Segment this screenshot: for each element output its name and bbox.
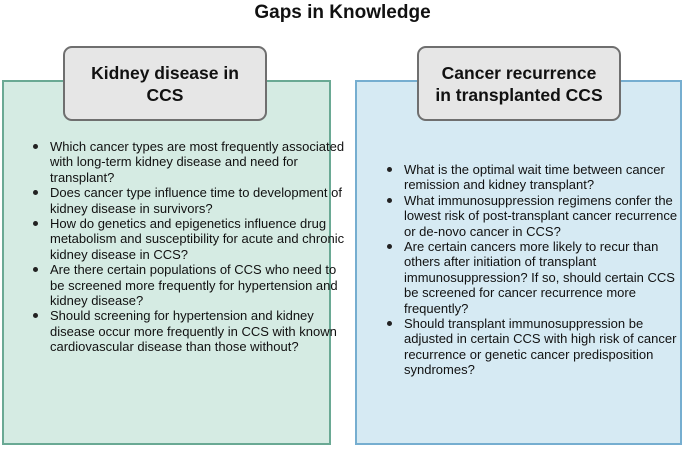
- cancer-heading-line2: in transplanted CCS: [435, 84, 603, 105]
- list-item: What is the optimal wait time between cancer remission and kidney transplant?: [404, 162, 684, 193]
- list-item: Should transplant immunosuppression be adjusted in certain CCS with high risk of cancer recurrence or genetic cancer predisposition syndromes?: [404, 316, 684, 378]
- list-item: Are certain cancers more likely to recur than others after initiation of transplant immunosuppression? If so, should certain CCS be screened for cancer recurrence more frequently?: [404, 239, 684, 316]
- cancer-recurrence-heading: [417, 46, 621, 121]
- kidney-heading-line1: Kidney disease in: [91, 62, 239, 83]
- cancer-recurrence-questions: [382, 162, 684, 378]
- list-item: Which cancer types are most frequently associated with long-term kidney disease and need for transplant?: [50, 139, 345, 185]
- list-item: What immunosuppression regimens confer the lowest risk of post-transplant cancer recurrence or de-novo cancer in CCS?: [404, 193, 684, 239]
- cancer-heading-line1: Cancer recurrence: [441, 62, 597, 83]
- kidney-disease-heading: [63, 46, 267, 121]
- list-item: Are there certain populations of CCS who need to be screened more frequently for hypertension and kidney disease?: [50, 262, 345, 308]
- kidney-disease-questions: [28, 139, 345, 355]
- list-item: How do genetics and epigenetics influence drug metabolism and susceptibility for acute and chronic kidney disease in CCS?: [50, 216, 345, 262]
- list-item: Does cancer type influence time to development of kidney disease in survivors?: [50, 185, 345, 216]
- diagram-title: Gaps in Knowledge: [254, 2, 431, 23]
- list-item: Should screening for hypertension and kidney disease occur more frequently in CCS with known cardiovascular disease than those without?: [50, 308, 345, 354]
- kidney-heading-line2: CCS: [146, 84, 184, 105]
